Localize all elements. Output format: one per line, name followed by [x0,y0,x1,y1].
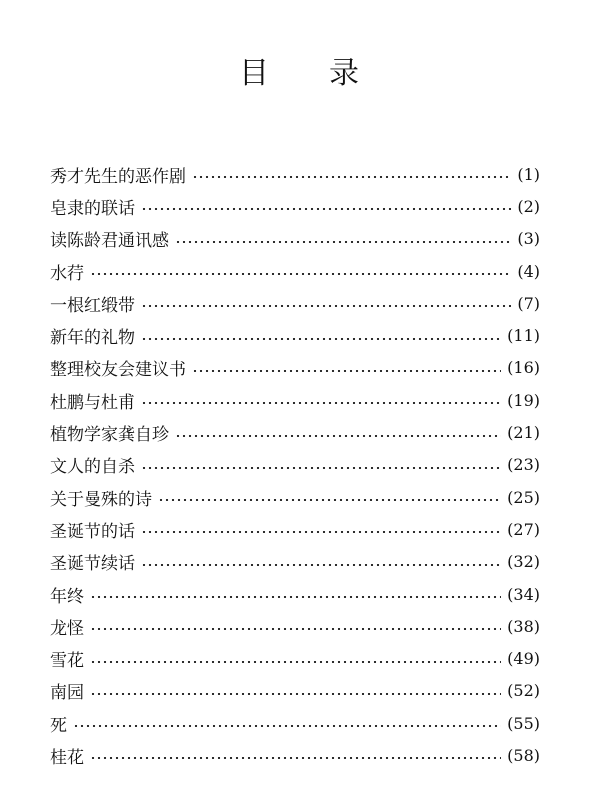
dot-leader [90,661,501,663]
toc-entry-title: 圣诞节的话 [50,521,135,542]
toc-entry-title: 新年的礼物 [50,328,135,349]
toc-entry-title: 杜鹏与杜甫 [50,392,135,413]
toc-entry-title: 年终 [50,586,84,607]
toc-entry-page-number: ( 58 ) [507,746,540,765]
toc-entry[interactable] [50,352,540,384]
dot-leader [141,564,501,566]
toc-entry[interactable] [50,319,540,351]
toc-entry-title: 死 [50,715,67,736]
toc-entry[interactable] [50,481,540,513]
toc-entry[interactable] [50,190,540,222]
toc-entry[interactable] [50,223,540,255]
dot-leader [90,757,501,759]
dot-leader [141,467,501,469]
toc-entry-title: 植物学家龚自珍 [50,425,169,446]
toc-entry-page-number: ( 23 ) [507,455,540,474]
toc-entry-title: 南园 [50,683,84,704]
toc-entry[interactable] [50,449,540,481]
toc-entry-page-number: ( 38 ) [507,617,540,636]
toc-entry-title: 整理校友会建议书 [50,360,186,381]
toc-entry[interactable] [50,384,540,416]
toc-entry-page-number: ( 7 ) [517,294,540,313]
dot-leader [192,176,511,178]
table-of-contents [50,158,540,772]
toc-entry[interactable] [50,707,540,739]
toc-entry-title: 文人的自杀 [50,457,135,478]
toc-entry-title: 龙怪 [50,618,84,639]
toc-entry-title: 秀才先生的恶作剧 [50,166,186,187]
page-title-right: 录 [329,56,361,91]
toc-entry-title: 皂隶的联话 [50,198,135,219]
toc-entry-title: 关于曼殊的诗 [50,489,152,510]
toc-entry-page-number: ( 25 ) [507,488,540,507]
toc-entry-page-number: ( 2 ) [517,197,540,216]
toc-entry-page-number: ( 19 ) [507,391,540,410]
toc-entry-page-number: ( 34 ) [507,585,540,604]
toc-entry-page-number: ( 52 ) [507,681,540,700]
toc-entry[interactable] [50,416,540,448]
toc-entry[interactable] [50,739,540,771]
toc-entry-title: 水荇 [50,263,84,284]
toc-entry[interactable] [50,158,540,190]
toc-entry-page-number: ( 32 ) [507,552,540,571]
toc-entry-title: 一根红缎带 [50,295,135,316]
toc-entry[interactable] [50,546,540,578]
dot-leader [192,370,501,372]
toc-entry[interactable] [50,675,540,707]
toc-entry-page-number: ( 55 ) [507,714,540,733]
page-title-left: 目 [239,56,271,91]
dot-leader [141,402,501,404]
toc-entry[interactable] [50,578,540,610]
toc-entry[interactable] [50,287,540,319]
toc-entry-page-number: ( 11 ) [507,326,540,345]
toc-entry-title: 雪花 [50,651,84,672]
dot-leader [141,338,501,340]
dot-leader [141,531,501,533]
dot-leader [141,208,511,210]
dot-leader [73,725,501,727]
toc-entry-page-number: ( 49 ) [507,649,540,668]
toc-entry[interactable] [50,610,540,642]
toc-entry-page-number: ( 27 ) [507,520,540,539]
dot-leader [90,273,511,275]
toc-entry-title: 圣诞节续话 [50,554,135,575]
dot-leader [90,693,501,695]
toc-entry-page-number: ( 4 ) [517,262,540,281]
dot-leader [90,628,501,630]
toc-entry-page-number: ( 16 ) [507,358,540,377]
toc-entry[interactable] [50,255,540,287]
page-title [0,48,600,92]
toc-entry-page-number: ( 3 ) [517,229,540,248]
toc-entry[interactable] [50,513,540,545]
dot-leader [175,241,511,243]
toc-entry-title: 读陈龄君通讯感 [50,231,169,252]
dot-leader [141,305,511,307]
toc-entry-title: 桂花 [50,747,84,768]
toc-entry-page-number: ( 21 ) [507,423,540,442]
toc-entry-page-number: ( 1 ) [517,165,540,184]
dot-leader [175,435,501,437]
toc-entry[interactable] [50,642,540,674]
dot-leader [158,499,501,501]
dot-leader [90,596,501,598]
